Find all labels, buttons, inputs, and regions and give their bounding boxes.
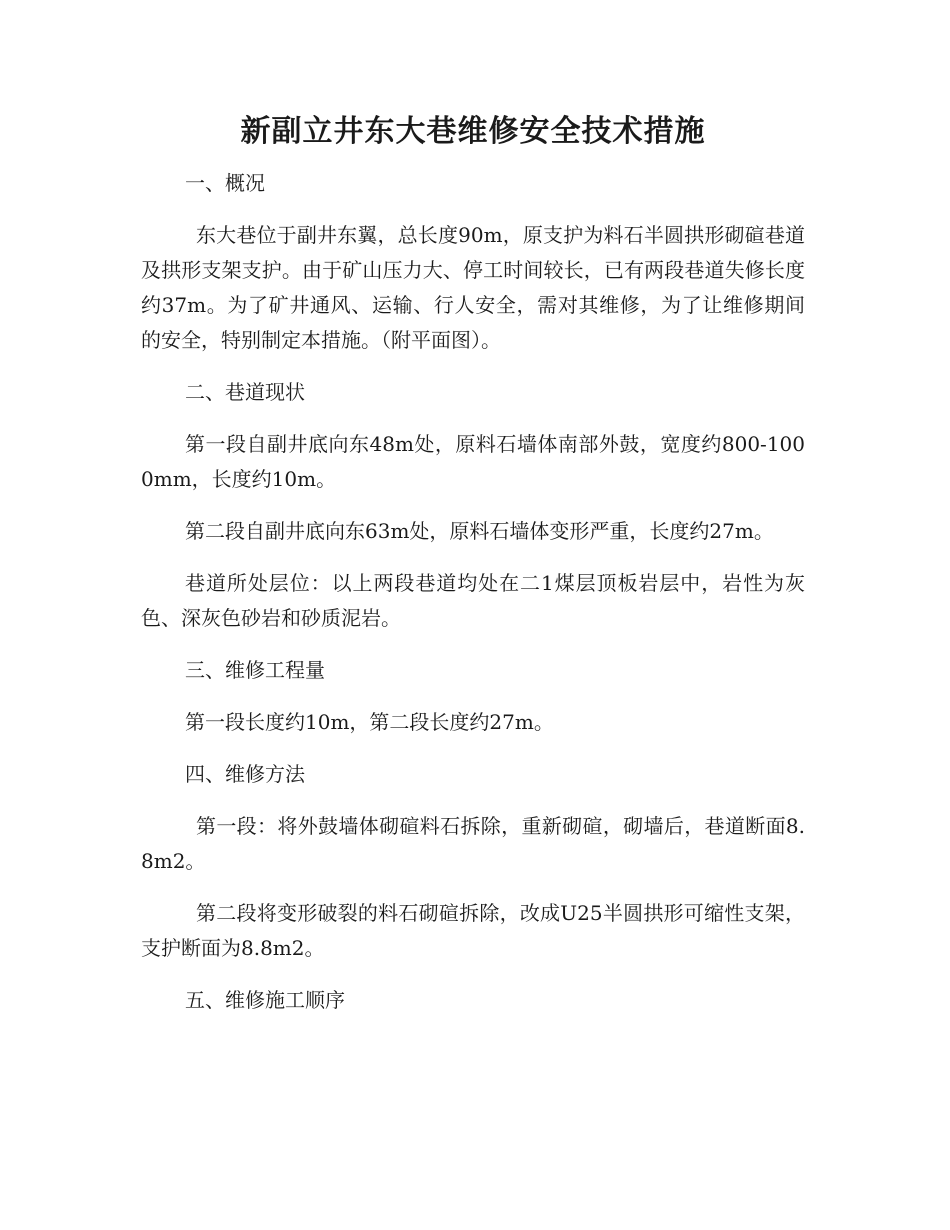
paragraph-overview: 东大巷位于副井东翼，总长度90m，原支护为料石半圆拱形砌碹巷道及拱形支架支护。由于矿山压力大、停工时间较长，已有两段巷道失修长度约37m。为了矿井通风、运输、行人安全，需对其维修，为了让维修期间的安全，特别制定本措施。（附平面图）。 — [141, 223, 805, 352]
section-heading-workload: 三、维修工程量 — [185, 658, 325, 682]
paragraph-segment-two-status: 第二段自副井底向东63m处，原料石墙体变形严重，长度约27m。 — [185, 519, 774, 543]
document-page — [141, 110, 805, 1035]
paragraph-segment-one-status: 第一段自副井底向东48m处，原料石墙体南部外鼓，宽度约800-1000mm，长度约10m。 — [141, 432, 805, 491]
section-heading-sequence: 五、维修施工顺序 — [185, 988, 345, 1012]
section-heading-overview: 一、概况 — [185, 171, 265, 195]
paragraph-rock-layer: 巷道所处层位：以上两段巷道均处在二1煤层顶板岩层中，岩性为灰色、深灰色砂岩和砂质泥岩。 — [141, 571, 805, 630]
section-heading-method: 四、维修方法 — [185, 762, 305, 786]
paragraph-method-segment-one: 第一段：将外鼓墙体砌碹料石拆除，重新砌碹，砌墙后，巷道断面8.8m2。 — [141, 814, 805, 873]
section-heading-current-status: 二、巷道现状 — [185, 380, 305, 404]
document-title: 新副立井东大巷维修安全技术措施 — [240, 114, 706, 149]
paragraph-workload: 第一段长度约10m，第二段长度约27m。 — [185, 710, 554, 734]
paragraph-method-segment-two: 第二段将变形破裂的料石砌碹拆除，改成U25半圆拱形可缩性支架，支护断面为8.8m2。 — [141, 901, 805, 960]
